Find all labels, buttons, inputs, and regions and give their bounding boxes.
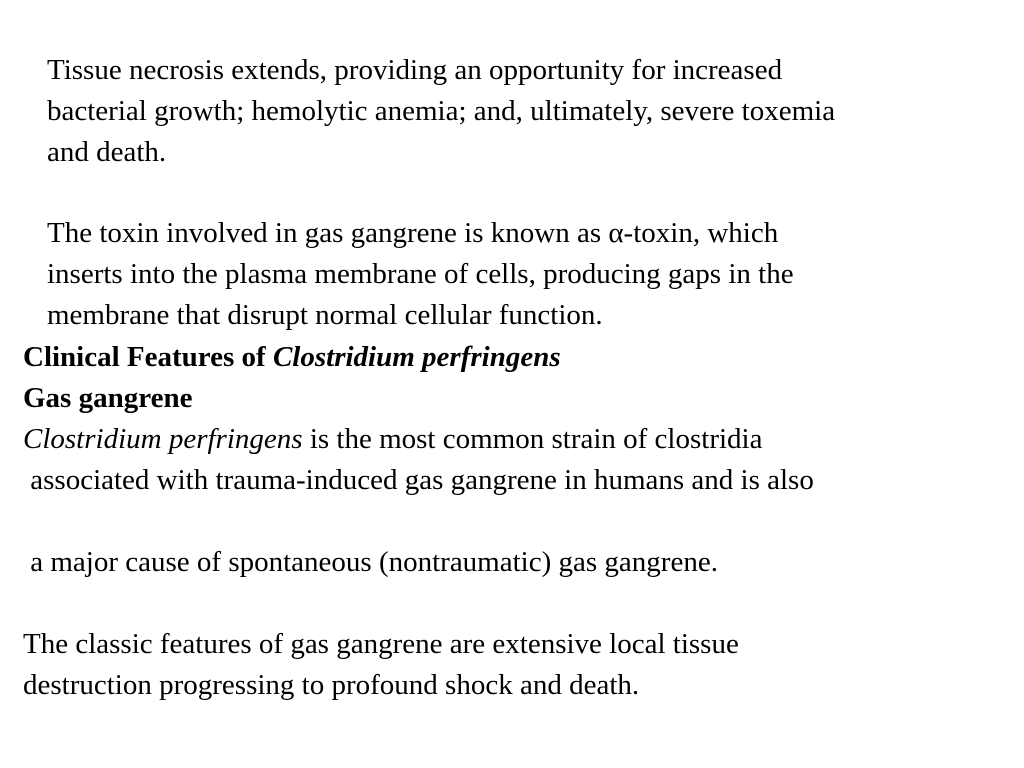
paragraph-3-organism: Clostridium perfringens bbox=[23, 423, 303, 455]
paragraph-3-line-2: associated with trauma-induced gas gangrene in humans and is also bbox=[23, 464, 814, 496]
section-heading bbox=[23, 337, 561, 378]
paragraph-2-line-2: inserts into the plasma membrane of cells, producing gaps in the bbox=[47, 258, 794, 290]
paragraph-1-line-2: bacterial growth; hemolytic anemia; and, ultimately, severe toxemia bbox=[47, 95, 836, 127]
paragraph-3-line-1-rest: is the most common strain of clostridia bbox=[302, 423, 763, 455]
paragraph-1-line-1: Tissue necrosis extends, providing an opportunity for increased bbox=[47, 54, 783, 86]
section-heading-organism: Clostridium perfringens bbox=[272, 341, 561, 373]
paragraph-1-line-3: and death. bbox=[47, 136, 167, 168]
paragraph-2-line-3: membrane that disrupt normal cellular function. bbox=[47, 299, 603, 331]
paragraph-3-line-3: a major cause of spontaneous (nontraumatic) gas gangrene. bbox=[23, 546, 718, 578]
paragraph-4-line-2: destruction progressing to profound shock and death. bbox=[23, 669, 640, 701]
subheading: Gas gangrene bbox=[23, 382, 193, 414]
paragraph-2-line-1: The toxin involved in gas gangrene is known as α-toxin, which bbox=[47, 217, 779, 249]
paragraph-4-line-1: The classic features of gas gangrene are extensive local tissue bbox=[23, 628, 739, 660]
section-heading-prefix: Clinical Features of bbox=[23, 341, 273, 373]
paragraph-3-line-1 bbox=[23, 419, 762, 460]
